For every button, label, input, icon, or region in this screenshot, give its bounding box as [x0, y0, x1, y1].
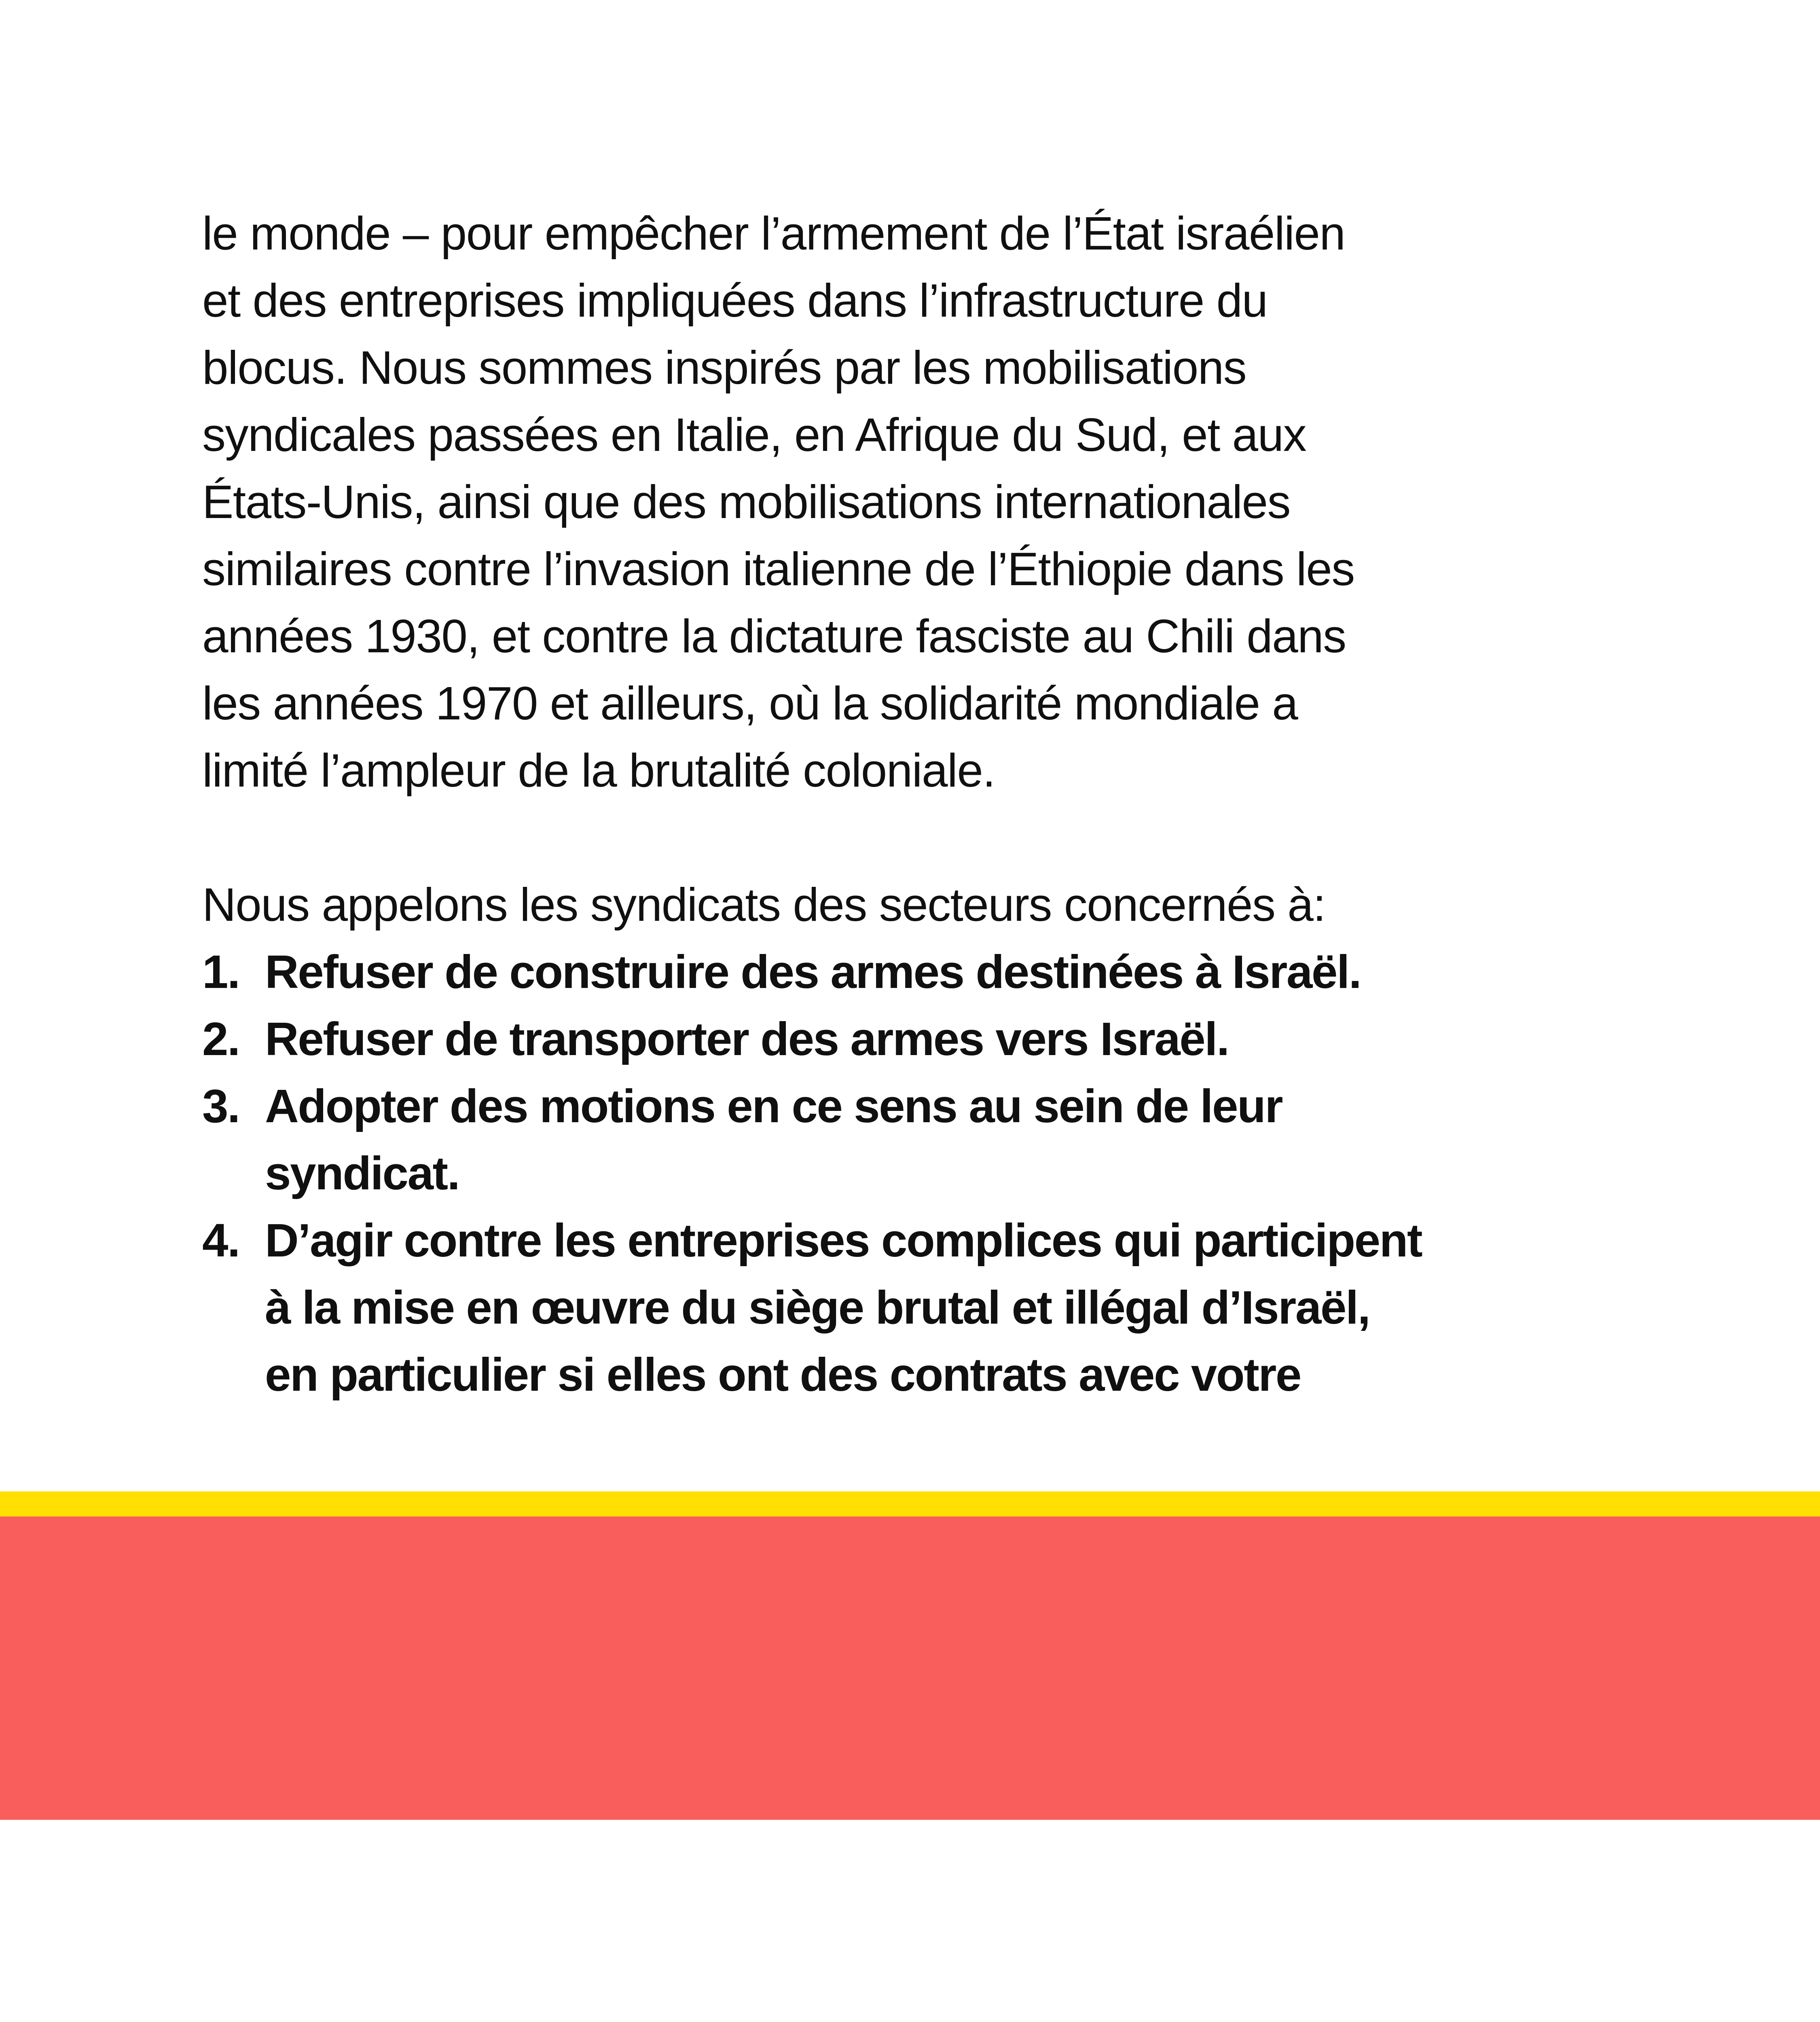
list-item-text: [265, 938, 1361, 1005]
paragraph-line: États-Unis, ainsi que des mobilisations internationales: [202, 476, 1291, 528]
list-item-number: 3.: [202, 1080, 239, 1132]
red-footer-band: [0, 1516, 1820, 1820]
list-item-text: [265, 1072, 1282, 1207]
list-item-line: Refuser de construire des armes destinées à Israël.: [265, 945, 1361, 998]
list-item-number: 2.: [202, 1013, 239, 1065]
yellow-stripe: [0, 1491, 1820, 1516]
list-item: [202, 938, 1674, 1005]
list-item-line: Adopter des motions en ce sens au sein de leur: [265, 1080, 1282, 1132]
paragraph-spacer: [202, 804, 1674, 871]
list-item-line: syndicat.: [265, 1147, 459, 1199]
list-item-number: 4.: [202, 1214, 239, 1267]
list-item: [202, 1072, 1674, 1207]
list-item: [202, 1005, 1674, 1072]
list-item-text: [265, 1207, 1422, 1408]
list-item-line: à la mise en œuvre du siège brutal et illégal d’Israël,: [265, 1281, 1370, 1334]
list-intro-line: Nous appelons les syndicats des secteurs concernés à:: [202, 878, 1325, 931]
list-item-text: [265, 1005, 1229, 1072]
paragraph-line: syndicales passées en Italie, en Afrique du Sud, et aux: [202, 408, 1306, 461]
paragraph-line: et des entreprises impliquées dans l’infrastructure du: [202, 274, 1268, 327]
paragraph-line: similaires contre l’invasion italienne de l’Éthiopie dans les: [202, 543, 1354, 595]
list-item-line: Refuser de transporter des armes vers Israël.: [265, 1013, 1229, 1065]
paragraph-line: limité l’ampleur de la brutalité coloniale.: [202, 744, 995, 797]
list-item-number: 1.: [202, 945, 239, 998]
list-item-line: D’agir contre les entreprises complices qui participent: [265, 1214, 1422, 1267]
body-text: [202, 200, 1674, 1408]
paragraph-line: années 1930, et contre la dictature fasciste au Chili dans: [202, 610, 1346, 662]
paragraph-line: le monde – pour empêcher l’armement de l’État israélien: [202, 207, 1345, 260]
list-item: [202, 1207, 1674, 1408]
paragraph-line: les années 1970 et ailleurs, où la solidarité mondiale a: [202, 677, 1298, 730]
paragraph-line: blocus. Nous sommes inspirés par les mobilisations: [202, 341, 1246, 394]
list-item-line: en particulier si elles ont des contrats avec votre: [265, 1348, 1301, 1401]
